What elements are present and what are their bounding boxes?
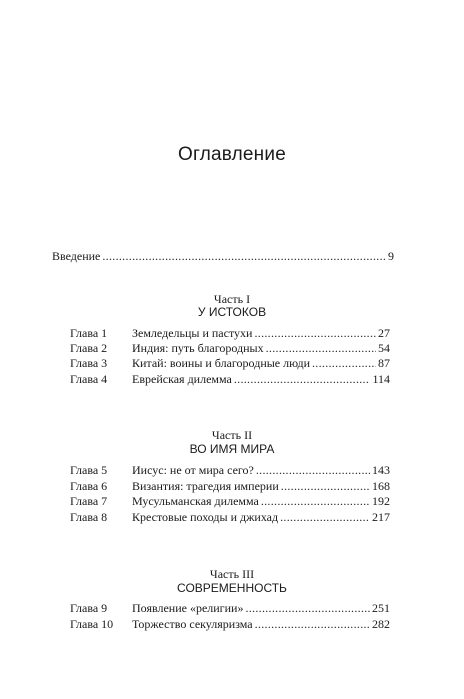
part-title: СОВРЕМЕННОСТЬ bbox=[177, 581, 287, 595]
toc-entry-chapter[interactable] bbox=[70, 325, 390, 341]
chapter-title: Иисус: не от мира сего? bbox=[132, 463, 254, 477]
part-title: У ИСТОКОВ bbox=[197, 305, 267, 319]
chapter-page: 54 bbox=[378, 341, 390, 355]
chapter-title: Китай: воины и благородные люди bbox=[132, 356, 310, 370]
part-title: ВО ИМЯ МИРА bbox=[189, 442, 275, 456]
chapter-title: Крестовые походы и джихад bbox=[132, 510, 279, 524]
chapter-title: Торжество секуляризма bbox=[132, 617, 253, 631]
chapter-title: Появление «религии» bbox=[132, 601, 244, 615]
chapter-number: Глава 4 bbox=[70, 372, 108, 386]
part-label: Часть II bbox=[211, 428, 253, 442]
chapter-number: Глава 2 bbox=[70, 341, 108, 355]
toc-entry-chapter[interactable] bbox=[70, 340, 390, 356]
dot-leader bbox=[255, 616, 370, 632]
chapter-number: Глава 6 bbox=[70, 479, 108, 493]
chapter-page: 217 bbox=[372, 510, 390, 524]
dot-leader bbox=[234, 371, 371, 387]
dot-leader bbox=[261, 493, 370, 509]
chapter-page: 27 bbox=[378, 326, 390, 340]
chapter-number: Глава 10 bbox=[70, 617, 114, 631]
page-title: Оглавление bbox=[178, 144, 286, 165]
chapter-title: Византия: трагедия империи bbox=[132, 479, 279, 493]
part-label: Часть I bbox=[213, 292, 251, 306]
toc-entry-page: 9 bbox=[388, 249, 394, 263]
dot-leader bbox=[280, 509, 370, 525]
toc-entry-chapter[interactable] bbox=[70, 478, 390, 494]
dot-leader bbox=[312, 355, 376, 371]
toc-entry-chapter[interactable] bbox=[70, 462, 390, 478]
dot-leader bbox=[281, 478, 370, 494]
chapter-page: 168 bbox=[372, 479, 390, 493]
chapter-title: Индия: путь благородных bbox=[132, 341, 264, 355]
dot-leader bbox=[266, 340, 376, 356]
chapter-title: Еврейская дилемма bbox=[132, 372, 232, 386]
chapter-page: 251 bbox=[372, 601, 390, 615]
toc-entry-chapter[interactable] bbox=[70, 355, 390, 371]
dot-leader bbox=[102, 248, 386, 264]
dot-leader bbox=[254, 325, 376, 341]
toc-entry-title: Введение bbox=[52, 249, 101, 263]
chapter-number: Глава 7 bbox=[70, 494, 108, 508]
chapter-page: 282 bbox=[372, 617, 390, 631]
chapter-page: 143 bbox=[372, 463, 390, 477]
part-label: Часть III bbox=[209, 567, 255, 581]
chapter-page: 87 bbox=[378, 356, 390, 370]
toc-entry-chapter[interactable] bbox=[70, 616, 390, 632]
chapter-page: 114 bbox=[372, 372, 390, 386]
toc-entry-chapter[interactable] bbox=[70, 600, 390, 616]
toc-entry-intro[interactable] bbox=[52, 248, 394, 264]
chapter-page: 192 bbox=[372, 494, 390, 508]
dot-leader bbox=[256, 462, 370, 478]
dot-leader bbox=[245, 600, 370, 616]
chapter-number: Глава 8 bbox=[70, 510, 108, 524]
toc-entry-chapter[interactable] bbox=[70, 493, 390, 509]
chapter-number: Глава 9 bbox=[70, 601, 108, 615]
chapter-number: Глава 5 bbox=[70, 463, 108, 477]
chapter-title: Мусульманская дилемма bbox=[132, 494, 259, 508]
chapter-number: Глава 3 bbox=[70, 356, 108, 370]
toc-entry-chapter[interactable] bbox=[70, 371, 390, 387]
chapter-title: Земледельцы и пастухи bbox=[132, 326, 253, 340]
chapter-number: Глава 1 bbox=[70, 326, 108, 340]
toc-entry-chapter[interactable] bbox=[70, 509, 390, 525]
